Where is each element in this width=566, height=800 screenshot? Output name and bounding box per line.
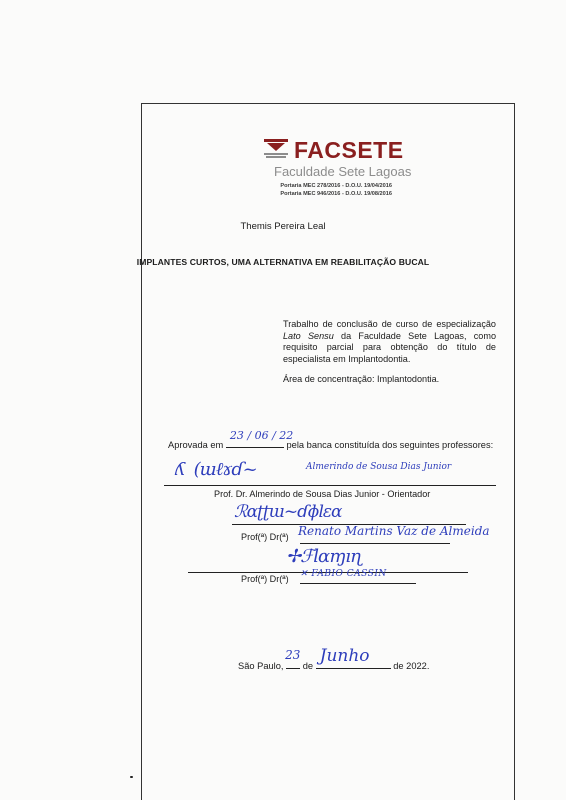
concentration-area: Área de concentração: Implantodontia.: [283, 374, 440, 384]
author-name: Themis Pereira Leal: [240, 221, 326, 232]
examiner-1-caption: Prof. Dr. Almerindo de Sousa Dias Junior - Orientador: [214, 489, 431, 499]
examiner-3-handwritten-name: ✕ FABIO CASSIN: [300, 569, 387, 579]
examiner-2-name-line: [300, 543, 450, 544]
examiner-2-handwritten-name: Renato Martins Vaz de Almeida: [298, 524, 490, 538]
logo-subtitle: Faculdade Sete Lagoas: [274, 164, 412, 179]
signing-month: Junho: [319, 646, 370, 666]
signature-line-1: [164, 485, 496, 486]
document-description: [283, 319, 496, 365]
approval-line: [168, 429, 494, 450]
signing-date: [238, 646, 430, 671]
signature-2-scribble: ℛɑʈʈɯ~ɗɸlɛɑ: [234, 502, 342, 522]
signing-place: São Paulo,: [238, 661, 284, 671]
facsete-logo: [262, 136, 412, 206]
document-title: IMPLANTES CURTOS, UMA ALTERNATIVA EM REABILITAÇÃO BUCAL: [136, 257, 430, 267]
signing-de-2: de: [393, 661, 404, 671]
portaria-line-2: Portaria MEC 946/2016 - D.O.U. 19/08/2016: [280, 191, 392, 197]
approval-date-handwritten: 23 / 06 / 22: [229, 429, 294, 442]
examiner-2-caption: Prof(ª) Dr(ª): [241, 532, 289, 542]
description-italic: Lato Sensu: [283, 330, 334, 341]
facsete-emblem-icon: [262, 136, 290, 160]
approval-suffix: pela banca constituída dos seguintes professores:: [286, 440, 494, 450]
description-prefix: Trabalho de conclusão de curso de especialização: [283, 319, 496, 329]
examiner-3-name-text: FABIO CASSIN: [311, 569, 387, 579]
examiner-3-caption: Prof(ª) Dr(ª): [241, 574, 289, 584]
signing-day-blank: [285, 648, 301, 669]
signing-day: 23: [285, 648, 301, 662]
signature-1-name: Almerindo de Sousa Dias Junior: [306, 462, 452, 472]
signature-1-scribble: ʎ (ɯℓɤɗ~: [175, 459, 257, 480]
approval-date-blank: [226, 429, 294, 448]
description-suffix: da Faculdade Sete Lagoas, como requisito parcial para obtenção do título de especialista em Implantodontia.: [283, 330, 496, 364]
examiner-3-name-line: [300, 583, 416, 584]
signature-3-scribble: ✢ℱlɑɱıɳ: [286, 546, 362, 567]
portaria-line-1: Portaria MEC 278/2016 - D.O.U. 19/04/2016: [280, 183, 392, 189]
approval-prefix: Aprovada em: [168, 440, 224, 450]
logo-wordmark: FACSETE: [294, 137, 404, 163]
signing-month-blank: [316, 646, 391, 669]
scan-speck: [130, 776, 133, 778]
signing-de-1: de: [302, 661, 314, 671]
signing-year: 2022.: [406, 661, 430, 671]
page-border: [141, 103, 515, 800]
